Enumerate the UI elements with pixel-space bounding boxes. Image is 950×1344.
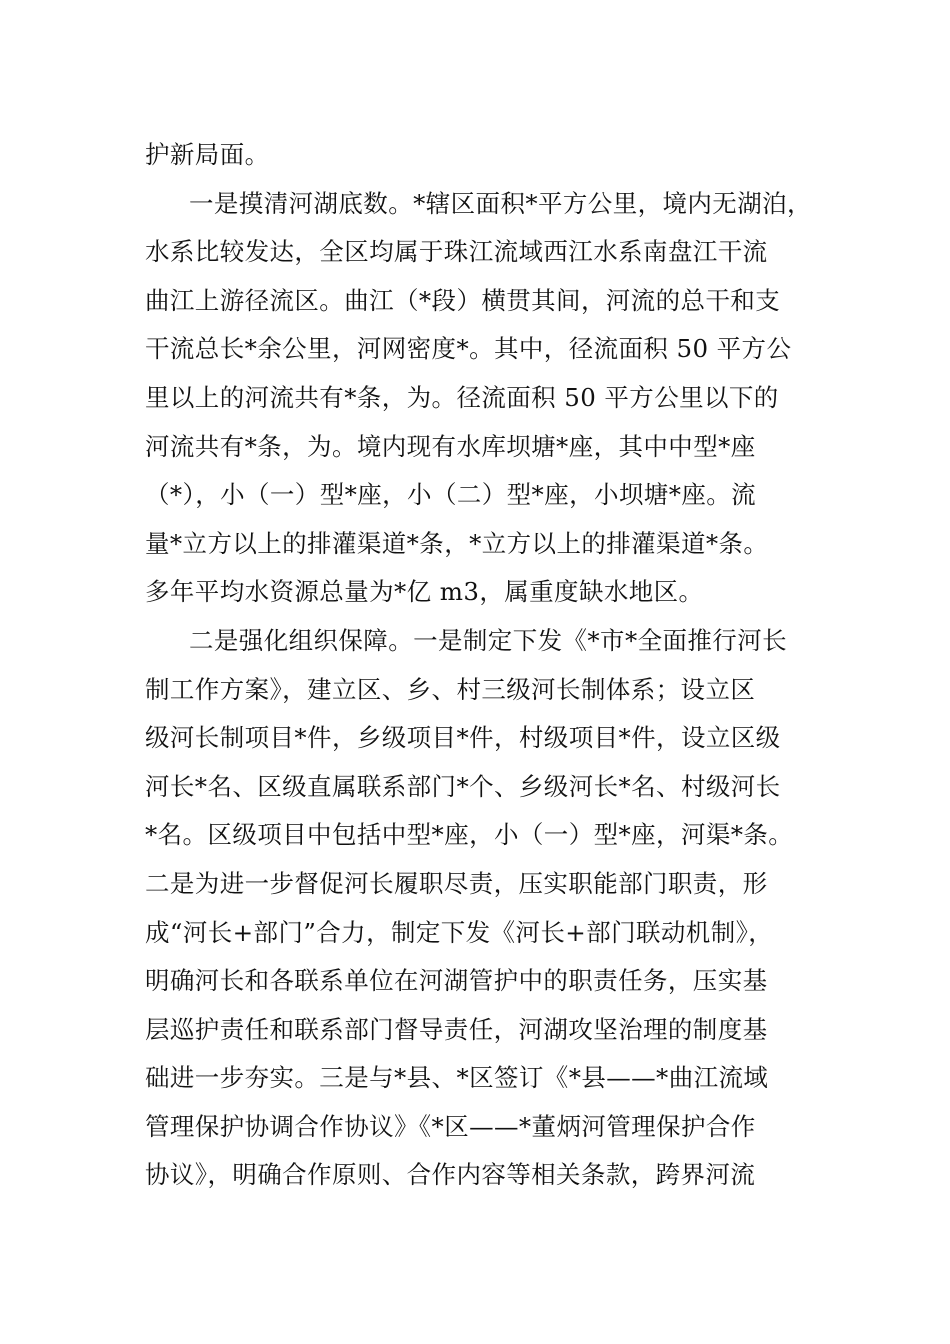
text-line: （*），小（一）型*座，小（二）型*座，小坝塘*座。流 <box>145 480 757 510</box>
text-line: 层巡护责任和联系部门督导责任，河湖攻坚治理的制度基 <box>145 1014 768 1044</box>
text-line: 护新局面。 <box>145 140 270 169</box>
text-line: 级河长制项目*件，乡级项目*件，村级项目*件，设立区级 <box>145 723 781 753</box>
text-line: 管理保护协调合作协议》《*区——*董炳河管理保护合作 <box>145 1111 756 1141</box>
text-line: 河流共有*条，为。境内现有水库坝塘*座，其中中型*座 <box>145 431 756 461</box>
text-line: 二是为进一步督促河长履职尽责，压实职能部门职责，形 <box>145 868 768 898</box>
text-line: 础进一步夯实。三是与*县、*区签订《*县——*曲江流域 <box>145 1063 769 1093</box>
text-line: 成“河长+部门”合力，制定下发《河长+部门联动机制》， <box>145 917 774 947</box>
text-line: 协议》，明确合作原则、合作内容等相关条款，跨界河流 <box>145 1160 756 1190</box>
text-line: 水系比较发达，全区均属于珠江流域西江水系南盘江干流 <box>145 237 768 267</box>
text-line: 制工作方案》，建立区、乡、村三级河长制体系；设立区 <box>145 674 756 704</box>
text-line: 曲江上游径流区。曲江（*段）横贯其间，河流的总干和支 <box>145 285 781 315</box>
text-line: 里以上的河流共有*条，为。径流面积 50 平方公里以下的 <box>145 382 779 412</box>
text-line: 干流总长*余公里，河网密度*。其中，径流面积 50 平方公 <box>145 334 792 364</box>
paragraph-start-line: 二是强化组织保障。一是制定下发《*市*全面推行河长 <box>189 625 787 655</box>
text-line: 量*立方以上的排灌渠道*条，*立方以上的排灌渠道*条。 <box>145 528 769 558</box>
text-line: 明确河长和各联系单位在河湖管护中的职责任务，压实基 <box>145 966 768 996</box>
document-body <box>145 131 810 1200</box>
text-line: 多年平均水资源总量为*亿 m3，属重度缺水地区。 <box>145 577 704 607</box>
text-line: 河长*名、区级直属联系部门*个、乡级河长*名、村级河长 <box>145 771 781 801</box>
text-line: *名。区级项目中包括中型*座，小（一）型*座，河渠*条。 <box>145 820 794 850</box>
paragraph-start-line: 一是摸清河湖底数。*辖区面积*平方公里，境内无湖泊， <box>189 188 812 218</box>
